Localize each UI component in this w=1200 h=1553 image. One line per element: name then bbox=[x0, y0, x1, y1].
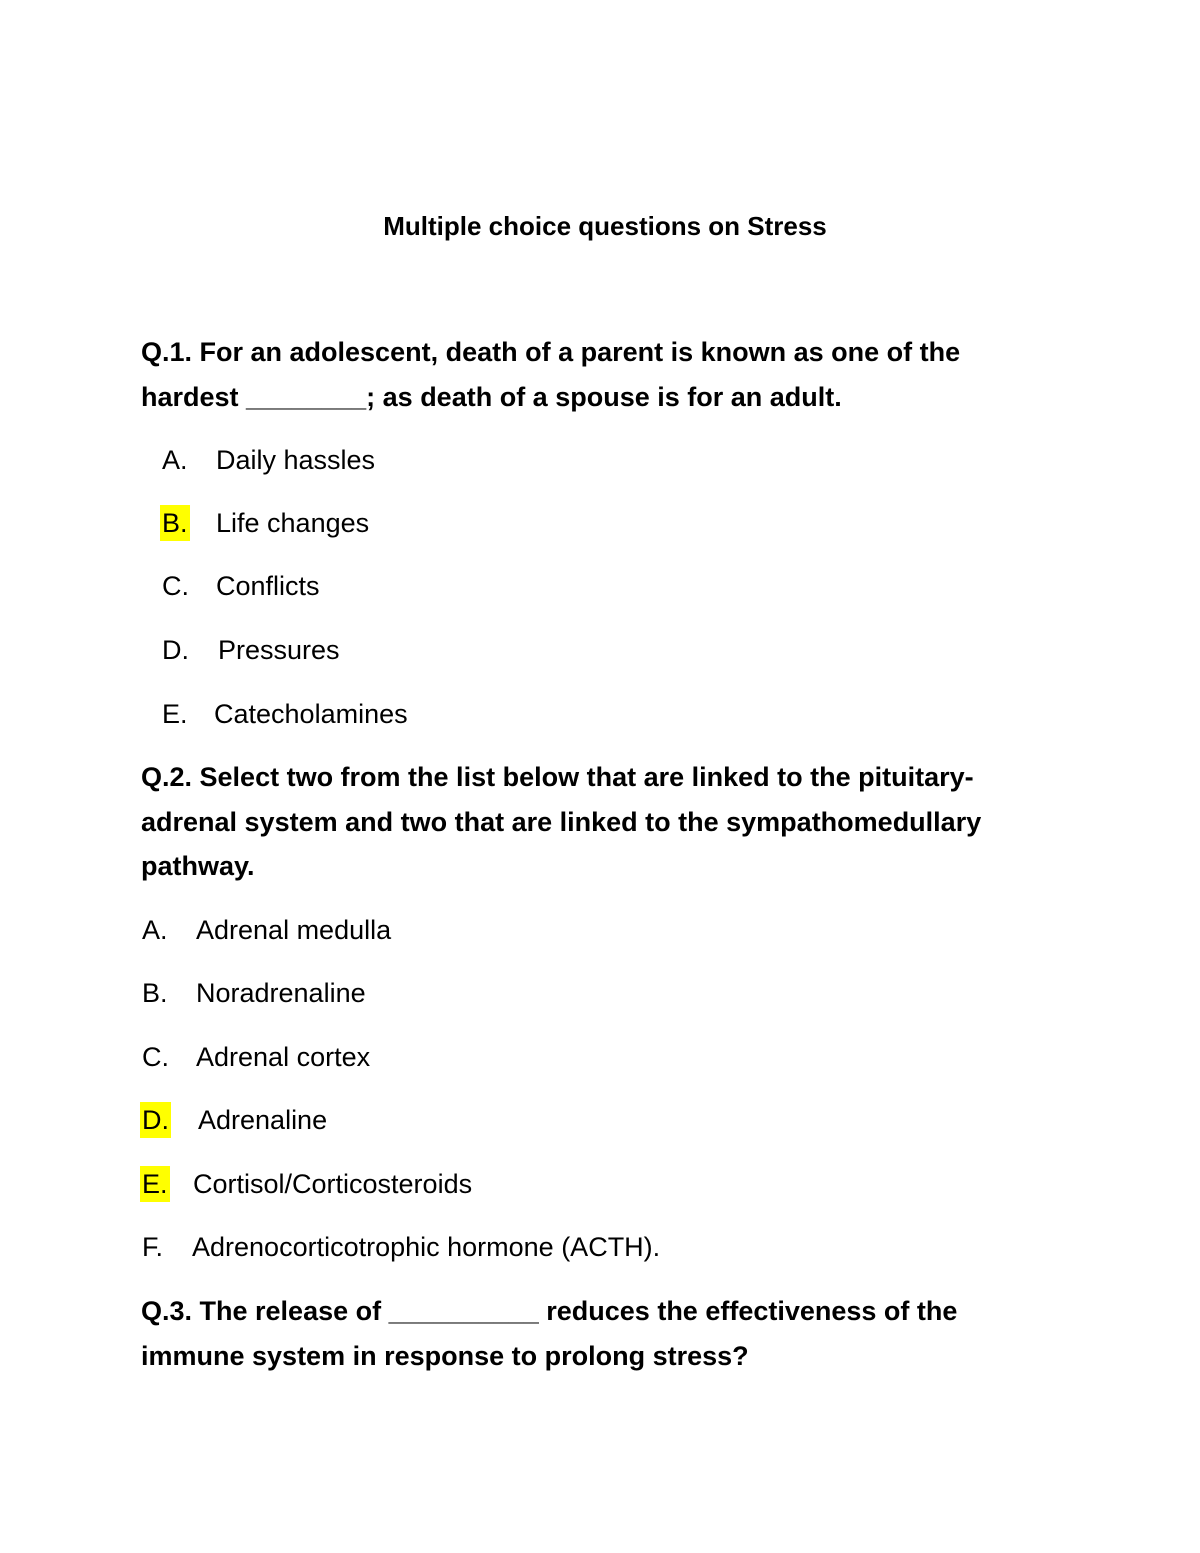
option-text: Conflicts bbox=[216, 571, 320, 601]
option-letter: F. bbox=[142, 1232, 164, 1262]
option-letter: A. bbox=[142, 915, 168, 945]
option-letter: E. bbox=[162, 699, 188, 729]
option-letter: C. bbox=[162, 571, 189, 601]
question-2-text: Q.2. Select two from the list below that are linked to the pituitary-adrenal system and two that are linked to the sympathomedullary pathway. bbox=[141, 762, 982, 881]
option-text: Cortisol/Corticosteroids bbox=[193, 1169, 473, 1199]
option-letter: A. bbox=[162, 445, 188, 475]
page-title: Multiple choice questions on Stress bbox=[383, 211, 827, 241]
option-text: Adrenal cortex bbox=[196, 1042, 371, 1072]
option-letter-highlighted: B. bbox=[160, 505, 190, 541]
option-letter-highlighted: D. bbox=[140, 1102, 171, 1138]
option-letter: B. bbox=[142, 978, 168, 1008]
question-1-text: Q.1. For an adolescent, death of a parent is known as one of the hardest ________; as death of a spouse is for an adult. bbox=[141, 337, 961, 412]
option-text: Pressures bbox=[218, 635, 340, 665]
option-text: Daily hassles bbox=[216, 445, 376, 475]
option-text: Adrenal medulla bbox=[196, 915, 392, 945]
option-letter-highlighted: E. bbox=[140, 1166, 170, 1202]
option-text: Noradrenaline bbox=[196, 978, 366, 1008]
option-text: Catecholamines bbox=[214, 699, 408, 729]
option-letter: D. bbox=[162, 635, 189, 665]
option-letter: C. bbox=[142, 1042, 169, 1072]
option-text: Life changes bbox=[216, 508, 370, 538]
question-3-text: Q.3. The release of __________ reduces the effectiveness of the immune system in response to prolong stress? bbox=[141, 1296, 958, 1371]
option-text: Adrenaline bbox=[198, 1105, 328, 1135]
option-text: Adrenocorticotrophic hormone (ACTH). bbox=[192, 1232, 661, 1262]
